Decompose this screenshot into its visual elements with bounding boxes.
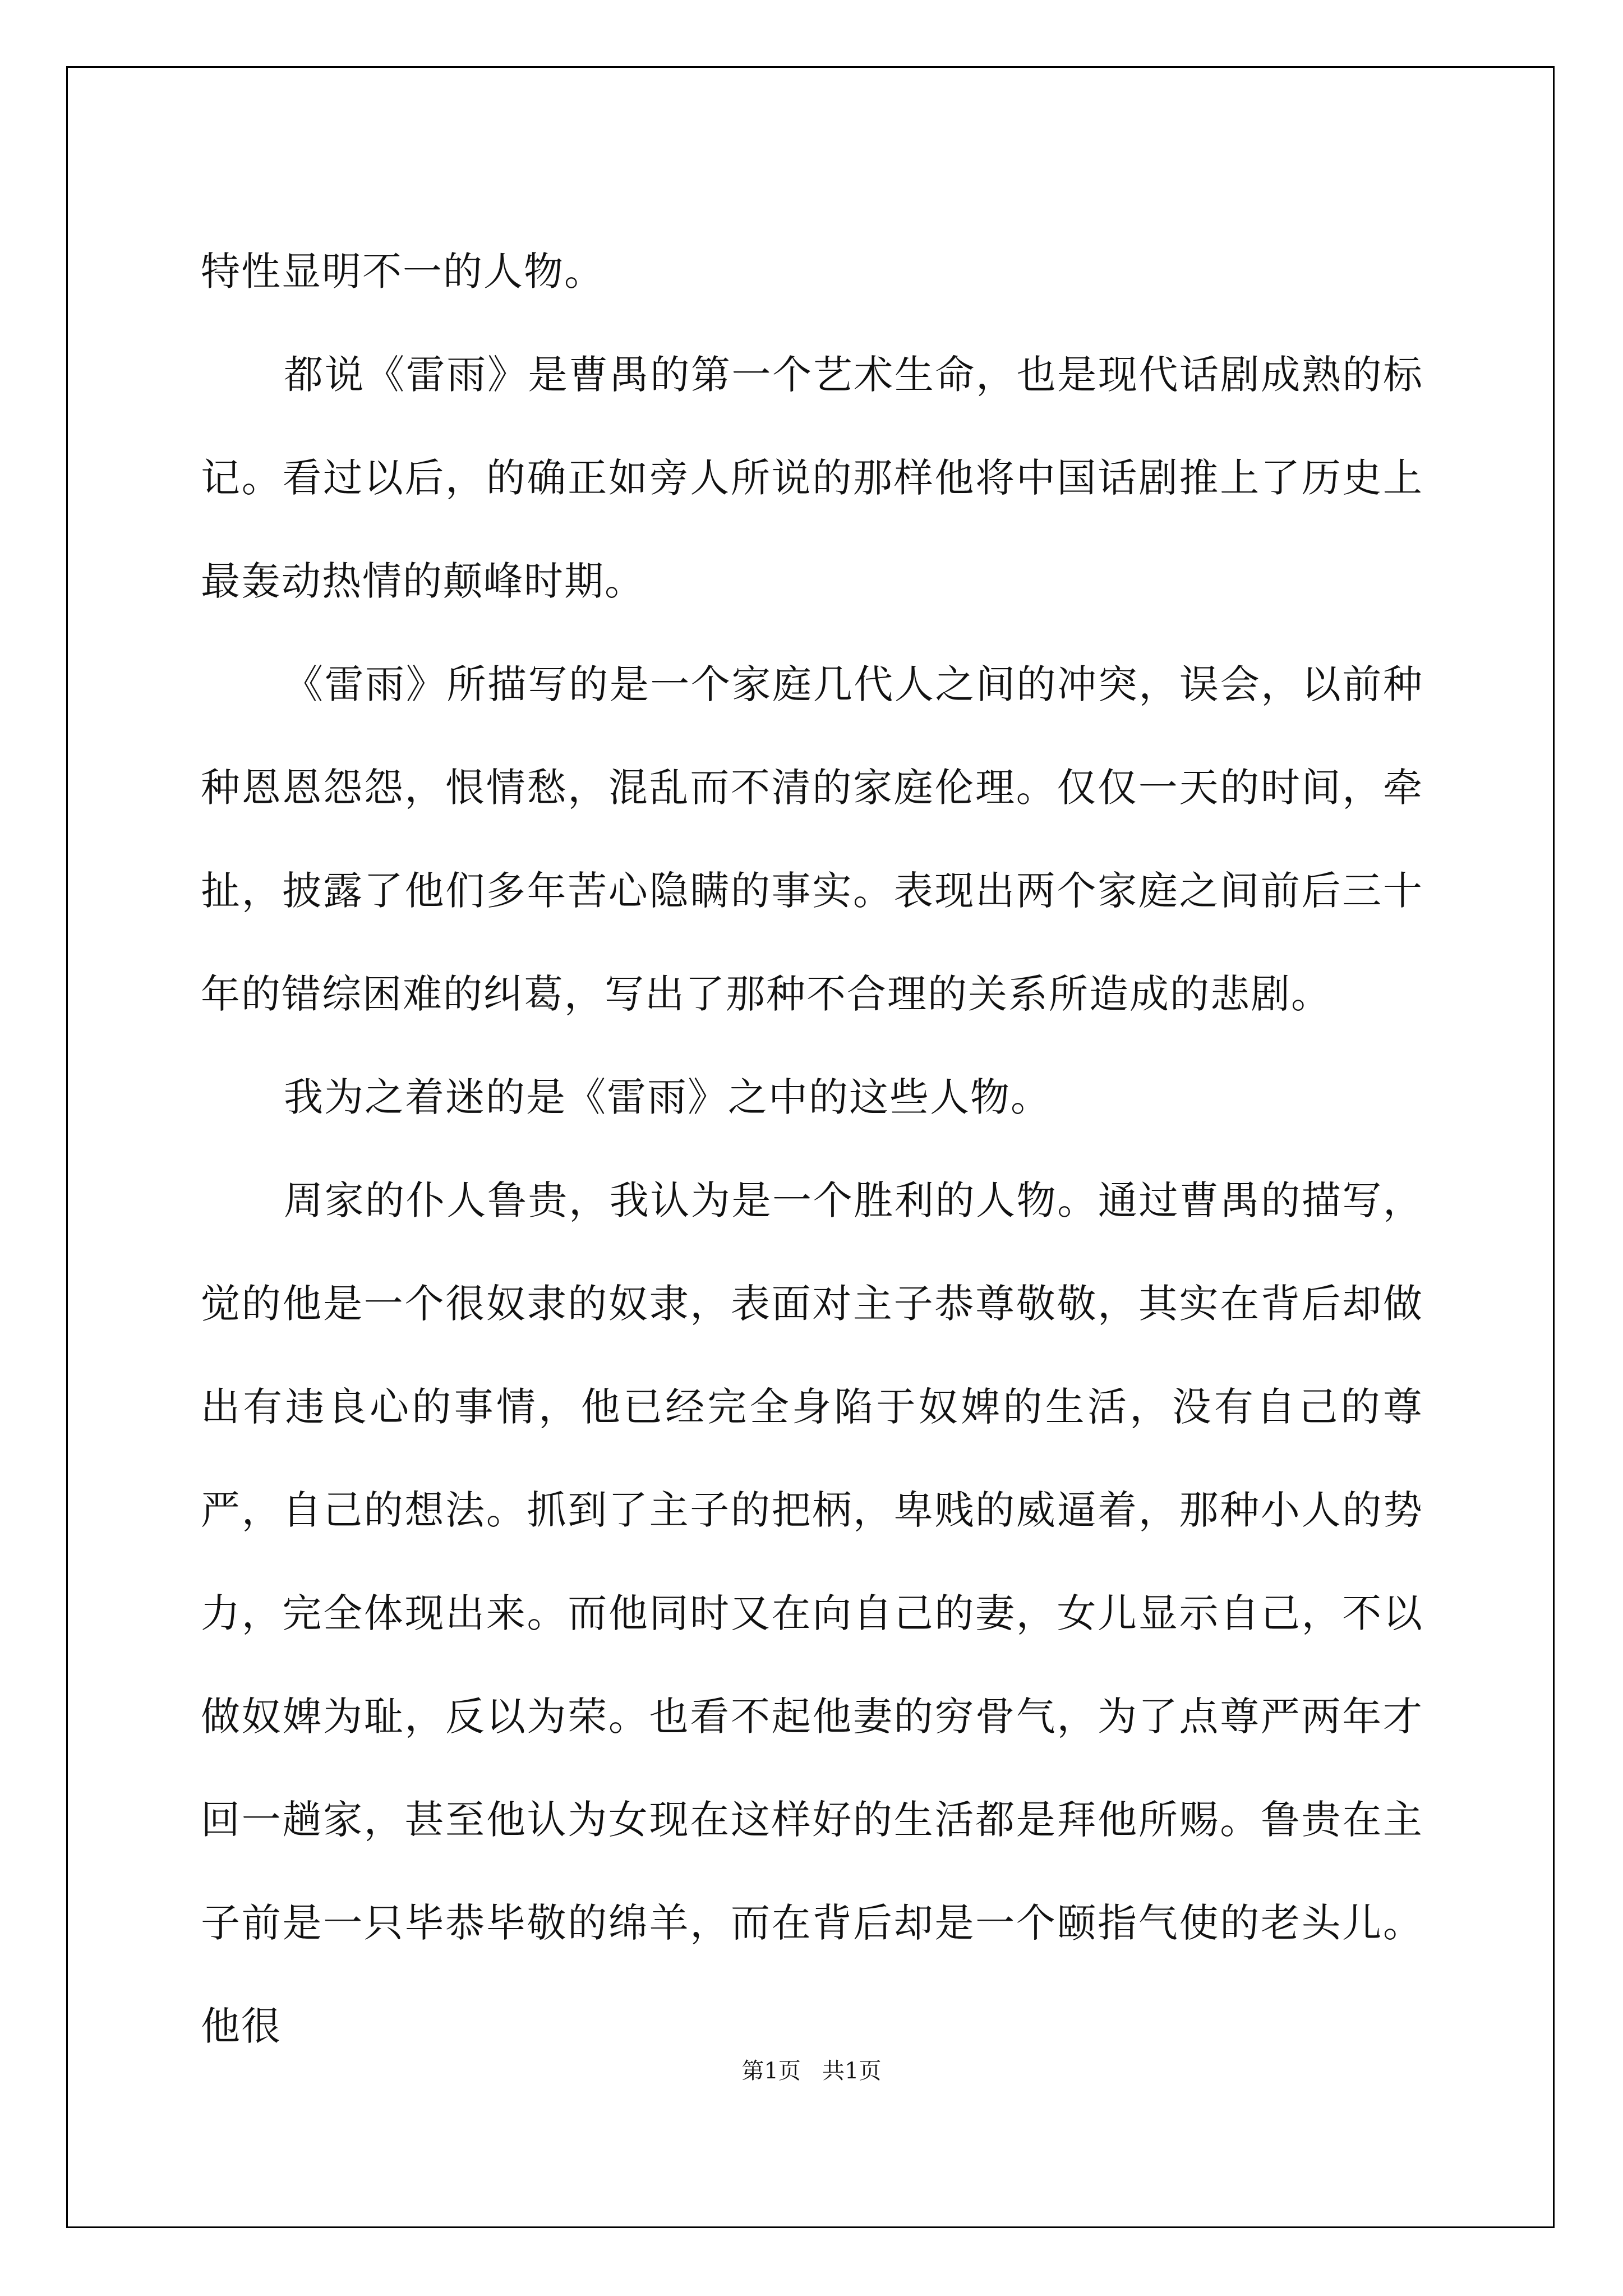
paragraph: 《雷雨》所描写的是一个家庭几代人之间的冲突，误会，以前种种恩恩怨怨，恨情愁，混乱而不清的家庭伦理。仅仅一天的时间，牵扯，披露了他们多年苦心隐瞒的事实。表现出两个家庭之间前后三十年的错综困难的纠葛，写出了那种不合理的关系所造成的悲剧。 [201,661,1423,1017]
paragraph-continued: 特性显明不一的人物。 [201,249,605,295]
paragraph: 周家的仆人鲁贵，我认为是一个胜利的人物。通过曹禺的描写，觉的他是一个很奴隶的奴隶，表面对主子恭尊敬敬，其实在背后却做出有违良心的事情，他已经完全身陷于奴婢的生活，没有自己的尊严，自己的想法。抓到了主子的把柄，卑贱的威逼着，那种小人的势力，完全体现出来。而他同时又在向自己的妻，女儿显示自己，不以做奴婢为耻，反以为荣。也看不起他妻的穷骨气，为了点尊严两年才回一趟家，甚至他认为女现在这样好的生活都是拜他所赐。鲁贵在主子前是一只毕恭毕敬的绵羊，而在背后却是一个颐指气使的老头儿。他很 [201,1177,1423,2049]
paragraph: 都说《雷雨》是曹禺的第一个艺术生命，也是现代话剧成熟的标记。看过以后，的确正如旁人所说的那样他将中国话剧推上了历史上最轰动热情的颠峰时期。 [201,352,1423,604]
paragraph: 我为之着迷的是《雷雨》之中的这些人物。 [284,1074,1051,1120]
page-footer: 第1页 共1页 [741,2058,882,2084]
document-body [201,220,1423,2078]
